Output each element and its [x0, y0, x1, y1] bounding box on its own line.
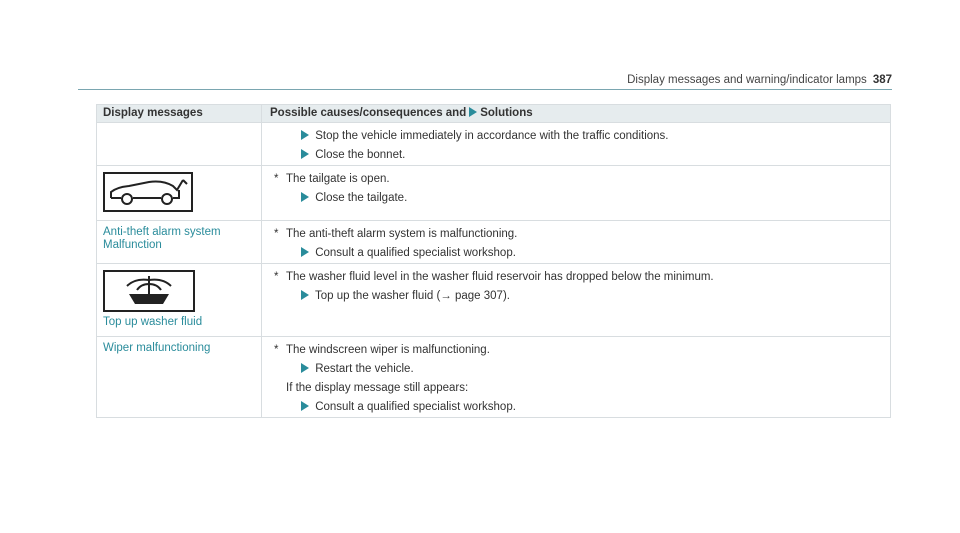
bullet-icon: * — [274, 344, 279, 356]
message-cell — [97, 166, 262, 221]
col-header-solutions-label: Solutions — [480, 107, 533, 119]
solution-step — [270, 287, 890, 306]
solution-step — [270, 189, 890, 208]
cause-line — [270, 264, 890, 287]
step-text: Stop the vehicle immediately in accordance with the traffic conditions. — [315, 130, 669, 142]
table-row — [97, 166, 891, 221]
message-cell — [97, 337, 262, 418]
causes-cell — [262, 221, 891, 264]
message-cell — [97, 264, 262, 337]
step-text: Consult a qualified specialist workshop. — [315, 247, 516, 259]
solution-step — [270, 146, 890, 165]
page-reference-link[interactable]: page 307). — [451, 290, 510, 302]
causes-cell — [262, 123, 891, 166]
step-text: Close the tailgate. — [315, 192, 408, 204]
solution-step — [270, 123, 890, 146]
message-text: Top up washer fluid — [103, 316, 203, 328]
step-text: Restart the vehicle. — [315, 363, 414, 375]
arrow-right-icon — [301, 247, 309, 257]
step-text: Top up the washer fluid ( — [315, 290, 441, 302]
cause-text: The tailgate is open. — [286, 173, 390, 185]
table-row — [97, 337, 891, 418]
col-header-causes — [262, 105, 891, 123]
cause-text: The washer fluid level in the washer fluid reservoir has dropped below the minimum. — [286, 271, 714, 283]
condition-line: If the display message still appears: — [286, 382, 469, 394]
bullet-icon: * — [274, 173, 279, 185]
solution-step — [270, 398, 890, 417]
message-text: Wiper malfunctioning — [103, 342, 211, 354]
message-cell — [97, 221, 262, 264]
bullet-icon: * — [274, 271, 279, 283]
table-row — [97, 123, 891, 166]
bullet-icon: * — [274, 228, 279, 240]
col-header-causes-label: Possible causes/consequences and — [270, 107, 467, 119]
arrow-right-icon — [301, 401, 309, 411]
page-number: 387 — [872, 74, 892, 86]
header-rule — [78, 89, 892, 90]
causes-cell — [262, 264, 891, 337]
arrow-right-icon — [301, 290, 309, 300]
arrow-right-icon — [301, 130, 309, 140]
causes-cell — [262, 166, 891, 221]
step-text: Consult a qualified specialist workshop. — [315, 401, 516, 413]
step-text: Close the bonnet. — [315, 149, 406, 161]
cause-line — [270, 337, 890, 360]
arrow-right-icon — [301, 363, 309, 373]
message-line: Malfunction — [103, 239, 162, 251]
solution-step — [270, 244, 890, 263]
messages-table — [96, 104, 891, 418]
tailgate-open-icon — [103, 172, 193, 212]
arrow-right-icon — [301, 192, 309, 202]
table-row — [97, 264, 891, 337]
header-title: Display messages and warning/indicator lamps — [627, 74, 867, 86]
cause-text: The anti-theft alarm system is malfunctioning. — [286, 228, 518, 240]
message-text — [103, 221, 261, 252]
message-cell — [97, 123, 262, 166]
cause-line — [270, 166, 890, 189]
cause-line — [270, 221, 890, 244]
solution-step — [270, 360, 890, 379]
causes-cell — [262, 337, 891, 418]
cause-text: The windscreen wiper is malfunctioning. — [286, 344, 490, 356]
table-header-row — [97, 105, 891, 123]
table-row — [97, 221, 891, 264]
message-line: Anti-theft alarm system — [103, 226, 221, 238]
washer-fluid-icon — [103, 270, 195, 312]
arrow-right-icon — [469, 107, 477, 117]
page-header — [627, 74, 892, 86]
col-header-messages: Display messages — [97, 105, 262, 123]
arrow-right-icon — [301, 149, 309, 159]
page-ref-arrow-icon: → — [440, 290, 452, 302]
